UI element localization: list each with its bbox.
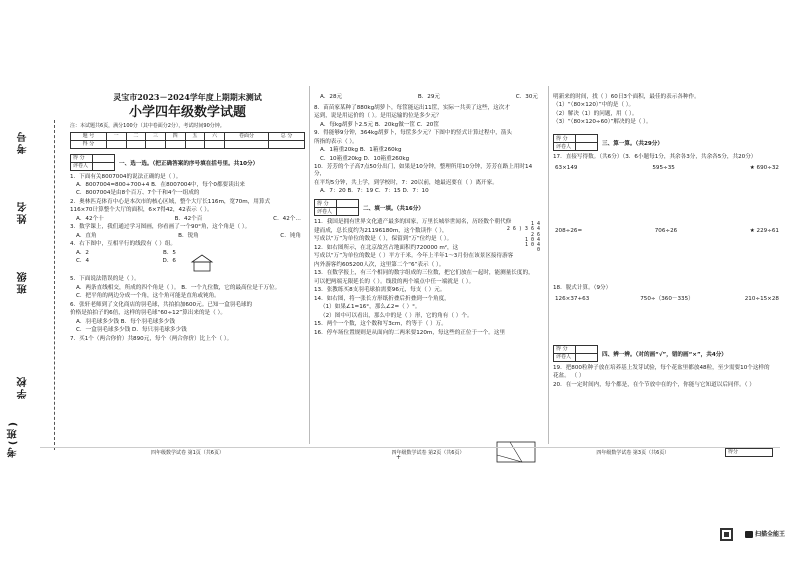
margin-label-class: 班级 xyxy=(18,270,29,294)
page-2 xyxy=(314,88,542,456)
option: A．直角 xyxy=(76,232,97,239)
calc-line: 2 6 ) 3 6 4 xyxy=(506,226,540,233)
section-4-title: 四、辨一辨。（对的画“√”，错的画“×”，共4分） xyxy=(602,351,727,358)
question-line: A．羽毛球多少钱 B．每个羽毛球多少钱 xyxy=(76,318,175,325)
option: C．钝角 xyxy=(280,232,301,239)
score-cell: 三 xyxy=(146,132,166,140)
option: B．29元 xyxy=(417,94,441,100)
question-line: 运到，说是用运价的（ ）。是用运输的位是多少元？ xyxy=(314,113,442,120)
question-line: 13．张教练买8支羽毛球拍需要96元，每支（ ）元。 xyxy=(314,287,446,294)
binding-margin xyxy=(8,110,38,460)
question-line: 可以把两端无限延长的（ ）。线段的两个端点中任一端就是（ ）。 xyxy=(314,278,475,285)
option: C．4 xyxy=(76,257,90,264)
score-table-header-row xyxy=(71,132,305,140)
main-title: 小学四年级数学试题 xyxy=(128,105,246,120)
work-space[interactable] xyxy=(553,239,781,283)
question-line: 16．停车场位置规则是从面向的二两米要120m，每这些的正位于一个。这里 xyxy=(314,329,506,336)
work-space[interactable] xyxy=(553,176,781,224)
page-footer: 四年级数学试卷 第3页（共6页） xyxy=(596,449,670,456)
calc-line: 1 0 4 xyxy=(524,242,540,248)
work-space[interactable] xyxy=(553,307,781,341)
calc-line: 1 4 xyxy=(530,221,540,227)
question-line: 19．把800粒种子放在培养基上发芽试验，每个花盆里都放48粒，至少需要10个这样的 xyxy=(553,364,770,371)
scorer-box xyxy=(553,134,598,151)
exam-title: 灵宝市2023－2024学年度上期期末测试 xyxy=(113,92,262,102)
options-row xyxy=(70,250,180,257)
question-line: A．8007004=800+700+4 B．在8007004中，每个0都要读出来 xyxy=(76,181,245,188)
option: A．28元 xyxy=(320,94,343,100)
calc-item: 706÷26 xyxy=(654,228,678,235)
question-line: 明新来的时间，找（ ）60日3个面积，最佳的表示各种作。 xyxy=(553,94,700,100)
section-3-header xyxy=(553,132,781,152)
question-line: 1．下面有关8007004的说法正确的是（ ）。 xyxy=(70,173,182,180)
options-row xyxy=(314,94,542,101)
option: C．42个… xyxy=(273,215,301,222)
question-line: （2）解决（1）的问题，用（ ）。 xyxy=(553,110,638,117)
calc-item: 210÷15×28 xyxy=(744,295,779,302)
question-line: 建而成，总长度约为21196180m，这个数读作（ ）， xyxy=(314,227,448,234)
options-row xyxy=(70,258,180,265)
option: B．42个百 xyxy=(174,215,203,222)
calc-item: 750÷（360－335） xyxy=(640,295,694,302)
page-divider xyxy=(309,86,310,444)
question-line: C．10箱重20kg D．10箱重260kg xyxy=(320,155,410,162)
question-line: 在平均5分钟，共上学，到学校时，7：20以前，她最迟要在（ ）离开家。 xyxy=(314,179,498,186)
scorer-blank[interactable] xyxy=(93,162,115,170)
options-row xyxy=(70,216,305,223)
score-cell: 六 xyxy=(205,132,225,140)
question-line: 写成以“万”为单位的数是（ ），保留到“万”位约是（ ）。 xyxy=(314,236,453,243)
question-line: 15．两个一个数，这个数和写3cm，约等于（ ）万。 xyxy=(314,321,447,328)
scorer-blank[interactable] xyxy=(576,353,598,361)
question-line: C．8007004是由8个百万、7个千和4个一组成的 xyxy=(76,190,200,197)
score-cell: 四 xyxy=(165,132,185,140)
page-divider xyxy=(548,86,549,444)
page-footer: 四年级数学试卷 第1页（共6页） xyxy=(151,449,224,456)
margin-label-name: 姓名 xyxy=(18,200,29,224)
scorer-box xyxy=(553,345,598,362)
margin-label-school: 学校 xyxy=(18,375,29,399)
scorer-blank[interactable] xyxy=(576,135,598,143)
options-row xyxy=(70,233,305,240)
option: D．6 xyxy=(162,257,176,264)
section-3-title: 三、算一算。（共29分） xyxy=(602,141,663,148)
score-blank[interactable] xyxy=(146,140,166,148)
calc-line: 1 0 4 xyxy=(524,236,540,243)
score-blank[interactable] xyxy=(269,140,305,148)
option: B．5 xyxy=(163,249,176,256)
question-line: 9．得能够9分钟，364kg胡萝卜，每筐多少元？下图中的竖式计算过程中，箭头 xyxy=(314,130,512,137)
scorer-label: 得 分 xyxy=(71,154,93,162)
question-line: 8．苗苗家某种了880kg胡萝卜，每筐能运出11筐，实际一共卖了这些，这次才 xyxy=(314,104,510,111)
scorer-label: 评卷人 xyxy=(554,353,576,361)
score-blank[interactable] xyxy=(126,140,146,148)
score-blank[interactable] xyxy=(165,140,185,148)
question-line: 10．芳芳的个子高7点50分出门，如果是10分钟，整理所用10分钟，芳芳在路上用时14分， xyxy=(314,164,533,178)
score-table xyxy=(70,132,305,149)
qr-code-icon xyxy=(720,528,733,541)
margin-label-extra: 考(班) xyxy=(8,420,19,458)
page-footer: 四年级数学试卷 第2页（共6页） xyxy=(391,449,465,456)
score-cell: 题 号 xyxy=(71,132,107,140)
question-line: A．7：20 B．7：19 C．7：15 D．7：10 xyxy=(320,188,429,195)
question-line: （1）如果∠1=16°，那么∠2=（ ）°。 xyxy=(320,304,421,311)
calc-row xyxy=(553,165,781,172)
scorer-blank[interactable] xyxy=(93,154,115,162)
score-cell: 五 xyxy=(185,132,205,140)
score-cell: 二 xyxy=(126,132,146,140)
scanner-logo-icon xyxy=(745,531,753,538)
question-line: A．1箱重20kg B．1箱重260kg xyxy=(320,147,402,154)
question-line: 4．右下图中，互相平行的线段有（ ）组。 xyxy=(70,241,177,248)
house-figure xyxy=(190,254,214,272)
score-blank[interactable] xyxy=(185,140,205,148)
scorer-label: 得 分 xyxy=(554,345,576,353)
question-line: C．一盒羽毛球多少钱 D．每只羽毛球多少钱 xyxy=(76,327,187,334)
option: C．30元 xyxy=(515,94,538,100)
question-line: 7．买1个（两合你价）共890元，每个（两合你价）比上个（ ）。 xyxy=(70,335,233,342)
calc-item: ★ 690÷32 xyxy=(749,165,779,172)
question-line: 花盆。 （ ） xyxy=(553,373,585,380)
section-1-header xyxy=(70,152,305,172)
score-table-score-row xyxy=(71,140,305,148)
question-line: （2）图中可以看出，那么中的是（ ）形，它的角有（ ）个。 xyxy=(320,312,473,319)
page-footer-box: 得分 xyxy=(725,448,773,457)
question-line: 14．如右图，将一张长方形纸折叠后折叠到一个角度， xyxy=(314,295,450,302)
scorer-label: 评卷人 xyxy=(315,208,337,216)
question-line: 116×70计算整个大厅的面积，6×7得42，42表示（ ）。 xyxy=(70,207,213,214)
question-line: A．每kg胡萝卜2.5元 B．20kg做一筐 C．20筐 xyxy=(320,121,439,128)
score-blank[interactable] xyxy=(205,140,225,148)
scorer-blank[interactable] xyxy=(576,345,598,353)
score-cell: 得 分 xyxy=(71,140,107,148)
scorer-label: 得 分 xyxy=(315,200,337,208)
question-line: 价格是拍拍子的6倍，这样的羽毛球“60÷12”算出来的是（ ）。 xyxy=(70,310,226,317)
option: A．42个十 xyxy=(76,215,104,222)
question-line: 所指的表示（ ）。 xyxy=(314,138,358,145)
calc-item: 126×37+63 xyxy=(555,295,590,302)
scorer-blank[interactable] xyxy=(576,143,598,151)
page-3 xyxy=(553,88,781,456)
question-line: 11．我国是拥有世界文化遗产最多的国家，万里长城举世闻名，历经数个朝代修 xyxy=(314,219,512,226)
option: B．锐角 xyxy=(178,232,199,239)
score-cell: 总 分 xyxy=(269,132,305,140)
scorer-blank[interactable] xyxy=(337,208,359,216)
question-line: 3．数学课上，我们通过学习图画，你看画了一个90°角，这个角是（ ）。 xyxy=(70,224,251,231)
long-division-figure xyxy=(507,222,540,254)
calc-item: 595÷35 xyxy=(652,165,675,172)
section-2-title: 二、填一填。（共16分） xyxy=(363,206,424,213)
score-cell: 卷面分 xyxy=(224,132,268,140)
section-4-header xyxy=(553,343,781,363)
scanner-label: 扫描全能王 xyxy=(755,531,786,538)
section-2-header xyxy=(314,197,542,217)
calc-row xyxy=(553,228,781,235)
option: A．2 xyxy=(76,249,89,256)
binding-dash-line xyxy=(54,120,55,450)
page-1 xyxy=(70,88,305,456)
question-line: 内外游客约605200人次，这里第二个“6”表示（ ）。 xyxy=(314,261,445,268)
scorer-label: 得 分 xyxy=(554,135,576,143)
calc-item: ★ 229÷61 xyxy=(749,228,779,235)
question-line: 5．下面说法错误的是（ ）。 xyxy=(70,276,140,283)
calc-item: 208÷26= xyxy=(555,228,583,235)
question-line: 2．奥林匹克体育中心是本次市的核心区域，整个大厅长116m，宽70m，用算式 xyxy=(70,198,271,205)
bottom-rule xyxy=(40,447,780,448)
question-line: 6．张轩老师到了文化商店的羽毛球，共拍拍加600元。已知一盒羽毛球的 xyxy=(70,301,253,308)
center-mark: + xyxy=(396,454,402,461)
score-blank[interactable] xyxy=(224,140,268,148)
score-cell: 一 xyxy=(106,132,126,140)
margin-label-number: 考号 xyxy=(18,130,29,154)
scanner-watermark xyxy=(745,531,785,539)
question-line: C．把平角的两边分成一个角，这个角可能是直角或钝角。 xyxy=(76,293,220,300)
question-line: 写成以“万”为单位的数是（ ）平方千米。今年上半年1～3月份在该景区接待游客 xyxy=(314,253,514,260)
question-line: 18．脱式计算。（9分） xyxy=(553,284,612,291)
scorer-blank[interactable] xyxy=(337,200,359,208)
calc-line: 2 6 xyxy=(530,231,540,238)
calc-line: 0 xyxy=(536,247,540,254)
scorer-box xyxy=(70,154,115,171)
question-line: 20．在一定时间内，每个都是，在个节放中在的个，你能与它知道以后同伴。（ ） xyxy=(553,381,755,388)
exam-note: 注：本试题共6页，满分100分（其中卷面分2分），考试时间90分钟。 xyxy=(70,123,225,130)
calc-row xyxy=(553,296,781,303)
question-line: A．两条直线相交，所成的四个角是（ ）。 B．一个九位数，它的最高位是千万位。 xyxy=(76,284,281,291)
section-1-title: 一、选一选。（把正确答案的序号填在括号里。共10分） xyxy=(119,160,259,167)
calc-item: 63×149 xyxy=(555,165,578,172)
scorer-label: 评卷人 xyxy=(71,162,93,170)
question-line: 13．在数学报上，有三个相同的数字组成的三位数，把它们放在一起时，能测量长度的， xyxy=(314,270,534,277)
score-blank[interactable] xyxy=(106,140,126,148)
scorer-box xyxy=(314,199,359,216)
question-line: （3）“（80×120÷60）”解决的是（ ）。 xyxy=(553,119,652,126)
question-line: （1）“（80×120）”中的是（ ）。 xyxy=(553,102,635,109)
question-line: 12．如右图所示，在北京故宫占地面积约720000 m²，这 xyxy=(314,244,459,251)
question-line: 17．直接写得数。（共6分）（3．6小题每1分，其余各3分，共余各5分，共20分） xyxy=(553,154,757,161)
scorer-label: 评卷人 xyxy=(554,143,576,151)
